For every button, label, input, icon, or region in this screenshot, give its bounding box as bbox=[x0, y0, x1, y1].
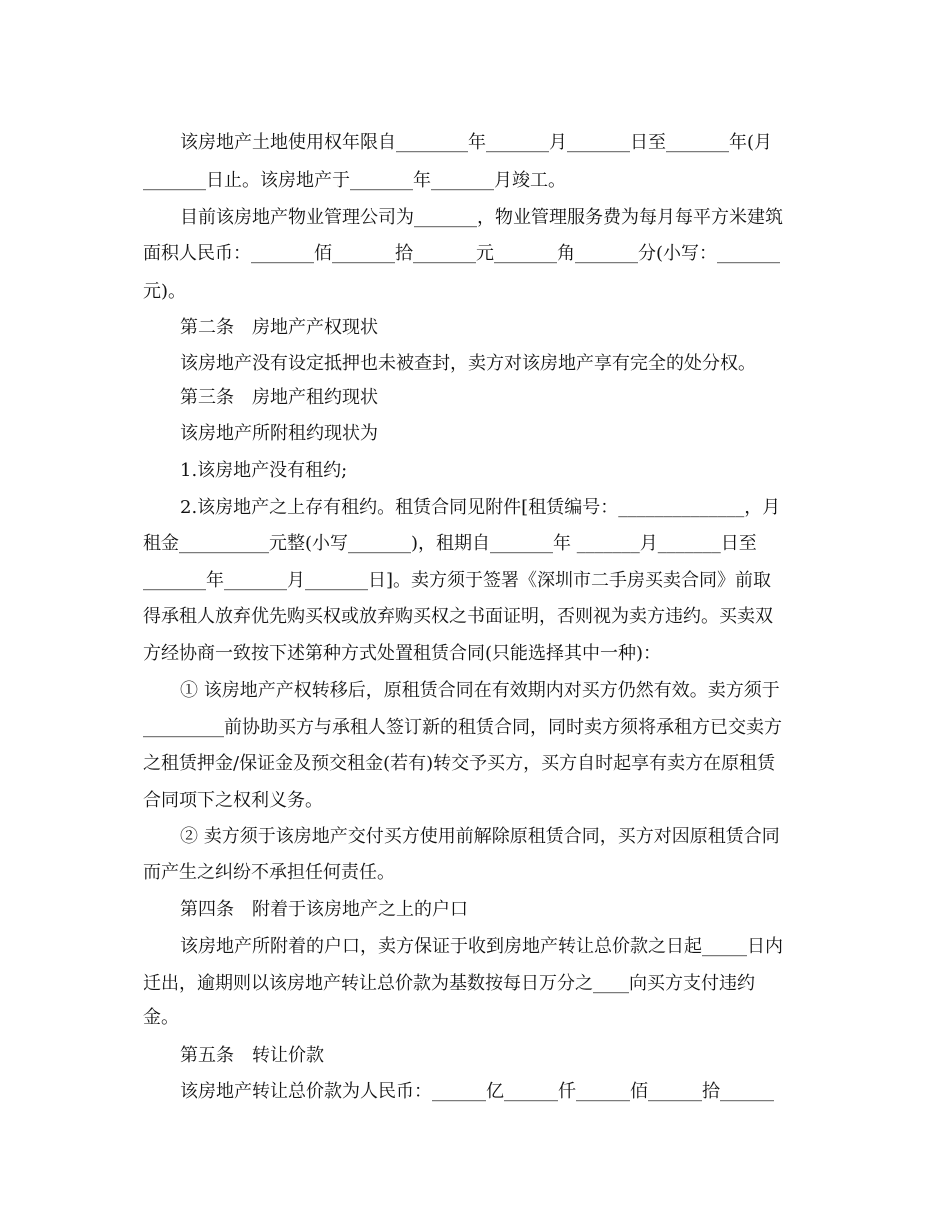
text-line: 金。 bbox=[143, 1007, 179, 1028]
list-item: 2.该房地产之上存有租约。租赁合同见附件[租赁编号：______________，月 bbox=[180, 497, 781, 518]
text-line: _________前协助买方与承租人签订新的租赁合同，同时卖方须将承租方已交卖方 bbox=[143, 717, 782, 738]
section-heading: 第三条 房地产租约现状 bbox=[180, 387, 378, 408]
list-item: ② 卖方须于该房地产交付买方使用前解除原租赁合同，买方对因原租赁合同 bbox=[180, 826, 780, 847]
section-heading: 第五条 转让价款 bbox=[180, 1045, 324, 1066]
text-line: 租金__________元整(小写_______)，租期自_______年 _______月_______日至 bbox=[143, 533, 757, 554]
text-line: 而产生之纠纷不承担任何责任。 bbox=[143, 862, 395, 883]
text-line: 该房地产转让总价款为人民币：______亿______仟______佰______拾______ bbox=[180, 1081, 774, 1102]
text-line: 之租赁押金/保证金及预交租金(若有)转交予买方，买方自时起享有卖方在原租赁 bbox=[143, 753, 776, 774]
text-line: 方经协商一致按下述第种方式处置租赁合同(只能选择其中一种)： bbox=[143, 643, 662, 664]
text-line: 该房地产所附租约现状为 bbox=[180, 423, 378, 444]
text-line: 面积人民币：_______佰_______拾_______元_______角_______分(小写：_______ bbox=[143, 243, 781, 264]
section-heading: 第四条 附着于该房地产之上的户口 bbox=[180, 899, 468, 920]
text-line: 目前该房地产物业管理公司为_______，物业管理服务费为每月每平方米建筑 bbox=[180, 207, 783, 228]
text-line: 元)。 bbox=[143, 281, 187, 302]
list-item: 1.该房地产没有租约; bbox=[180, 460, 348, 481]
text-line: 迁出，逾期则以该房地产转让总价款为基数按每日万分之____向买方支付违约 bbox=[143, 973, 755, 994]
text-line: _______年_______月_______日]。卖方须于签署《深圳市二手房买卖合同》前取 bbox=[143, 570, 772, 591]
text-line: 该房地产土地使用权年限自________年_______月_______日至_______年(月 bbox=[180, 132, 773, 153]
text-line: 合同项下之权利义务。 bbox=[143, 790, 323, 811]
text-line: _______日止。该房地产于_______年_______月竣工。 bbox=[143, 170, 566, 191]
section-heading: 第二条 房地产产权现状 bbox=[180, 317, 378, 338]
text-line: 该房地产没有设定抵押也未被查封，卖方对该房地产享有完全的处分权。 bbox=[180, 353, 756, 374]
text-line: 得承租人放弃优先购买权或放弃购买权之书面证明，否则视为卖方违约。买卖双 bbox=[143, 606, 773, 627]
list-item: ① 该房地产产权转移后，原租赁合同在有效期内对买方仍然有效。卖方须于 bbox=[180, 680, 780, 701]
text-line: 该房地产所附着的户口，卖方保证于收到房地产转让总价款之日起_____日内 bbox=[180, 936, 783, 957]
